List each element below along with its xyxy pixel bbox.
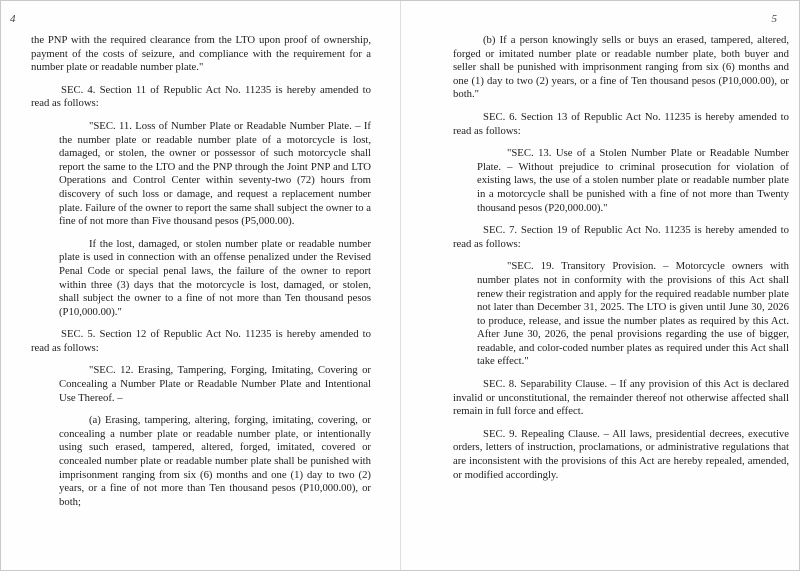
quoted-section: "SEC. 19. Transitory Provision. – Motorcycle owners with number plates not in conformity with the provisions of this Act shall renew their registration and apply for the required readable number plate not later than December 31, 2025. The LTO is given until June 30, 2026 to produce, release, and issue the number plates as required by this Act. After June 30, 2026, the penal provisions regarding the use of bigger, readable, and color-coded number plates as required under this Act shall take effect."	[477, 260, 789, 368]
page-number: 5	[771, 13, 777, 25]
quoted-paragraph: (b) If a person knowingly sells or buys an erased, tampered, altered, forged or imitated number plate or readable number plate, both buyer and seller shall be punished with imprisonment ranging from six (6) months and one (1) day to two (2) years, or a fine of Ten thousand pesos (P10,000.00), or both."	[453, 34, 789, 101]
section-heading: SEC. 6. Section 13 of Republic Act No. 11235 is hereby amended to read as follows:	[453, 110, 789, 137]
section-paragraph: SEC. 8. Separability Clause. – If any provision of this Act is declared invalid or unconstitutional, the remainder thereof not otherwise affected shall remain in full force and effect.	[453, 378, 789, 418]
quoted-section: "SEC. 13. Use of a Stolen Number Plate or Readable Number Plate. – Without prejudice to criminal prosecution for violation of existing laws, the use of a stolen number plate or readable number plate in a motorcycle shall be punished with a fine of not more than Twenty thousand pesos (P20,000.00)."	[477, 147, 789, 214]
right-page	[401, 1, 799, 570]
paragraph: the PNP with the required clearance from the LTO upon proof of ownership, payment of the costs of seizure, and compliance with the requirement for a number plate or readable number plate."	[31, 34, 371, 74]
section-heading: SEC. 4. Section 11 of Republic Act No. 11235 is hereby amended to read as follows:	[31, 83, 371, 110]
section-paragraph: SEC. 9. Repealing Clause. – All laws, presidential decrees, executive orders, letters of instruction, proclamations, or administrative regulations that are inconsistent with the provisions of this Act are hereby repealed, amended, or modified accordingly.	[453, 427, 789, 481]
quoted-paragraph: (a) Erasing, tampering, altering, forging, imitating, covering, or concealing a number plate or readable number plate, or intentionally using such erased, tampered, altered, forged, imitated, covered or concealed number plate or readable number plate shall be punished with imprisonment ranging from six (6) months and one (1) day to two (2) years, or a fine of not more than Ten thousand pesos (P10,000.00), or both;	[59, 414, 371, 508]
quoted-paragraph: If the lost, damaged, or stolen number plate or readable number plate is used in connection with an offense penalized under the Revised Penal Code or special penal laws, the failure of the owner to report within three (3) days that the motorcycle is lost, damaged, or stolen, shall subject the owner to a fine of not more than Ten thousand pesos (P10,000.00)."	[59, 237, 371, 318]
left-page-text	[31, 34, 371, 518]
quoted-section: "SEC. 11. Loss of Number Plate or Readable Number Plate. – If the number plate or readable number plate of a motorcycle is lost, damaged, or stolen, the owner or possessor of such motorcycle shall report the same to the LTO and the PNP through the Joint PNP and LTO Operations and Control Center within seventy-two (72) hours from discovery of such loss or damage, and request a replacement number plate. Failure of the owner to report the same shall subject the owner to a fine of not more than Five thousand pesos (P5,000.00).	[59, 119, 371, 228]
page-number: 4	[10, 13, 16, 25]
section-heading: SEC. 7. Section 19 of Republic Act No. 11235 is hereby amended to read as follows:	[453, 224, 789, 250]
section-heading: SEC. 5. Section 12 of Republic Act No. 11235 is hereby amended to read as follows:	[31, 328, 371, 354]
right-page-text	[453, 34, 789, 491]
quoted-section: "SEC. 12. Erasing, Tampering, Forging, Imitating, Covering or Concealing a Number Plate or Readable Number Plate and Intentional Use Thereof. –	[59, 364, 371, 404]
left-page	[1, 1, 401, 570]
